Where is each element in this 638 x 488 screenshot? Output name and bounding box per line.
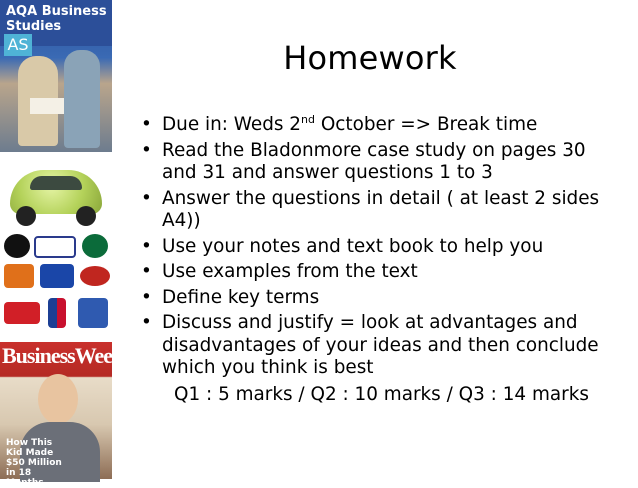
bullet-use-examples: • Use examples from the text (140, 261, 610, 284)
ordinal-suffix: nd (301, 113, 315, 126)
nba-logo-icon (48, 298, 66, 328)
bullet-due-date-text: Due in: Weds 2 (162, 114, 302, 135)
green-beetle-car-image (4, 158, 108, 230)
bullet-list (140, 114, 610, 383)
bullet-answer-detail: • Answer the questions in detail ( at least 2 sides A4)) (140, 188, 610, 233)
bullet-define-terms: • Define key terms (140, 287, 610, 310)
k2-logo-icon (40, 264, 74, 288)
bullet-discuss-justify: • Discuss and justify = look at advantages and disadvantages of your ideas and then conclude which you think is best (140, 312, 610, 380)
bullet-due-date-rest: October => Break time (314, 114, 538, 135)
businessweek-cover-image (0, 342, 124, 488)
starbucks-logo-icon (82, 234, 108, 258)
magazine-masthead: BusinessWeek (2, 343, 124, 368)
bullet-use-notes: • Use your notes and text book to help you (140, 236, 610, 259)
disney-logo-icon (34, 236, 76, 258)
panda-logo-icon (4, 234, 30, 258)
marks-breakdown: Q1 : 5 marks / Q2 : 10 marks / Q3 : 14 marks (174, 384, 589, 405)
book-publisher-text: AQA Business Studies (6, 4, 107, 34)
textbook-cover-image (0, 0, 112, 152)
bullet-read-case-study: • Read the Bladonmore case study on pages 30 and 31 and answer questions 1 to 3 (140, 140, 610, 185)
harley-logo-icon (4, 264, 34, 288)
coca-cola-logo-icon (4, 302, 40, 324)
brand-logos-collage (4, 234, 112, 338)
magazine-headline: How This Kid Made $50 Million in 18 Months (6, 438, 62, 488)
slide-title: Homework (283, 39, 457, 77)
toyota-logo-icon (80, 266, 110, 286)
book-level-badge: AS (4, 34, 32, 56)
bullet-due-date (140, 114, 610, 137)
abstract-logo-icon (78, 298, 108, 328)
